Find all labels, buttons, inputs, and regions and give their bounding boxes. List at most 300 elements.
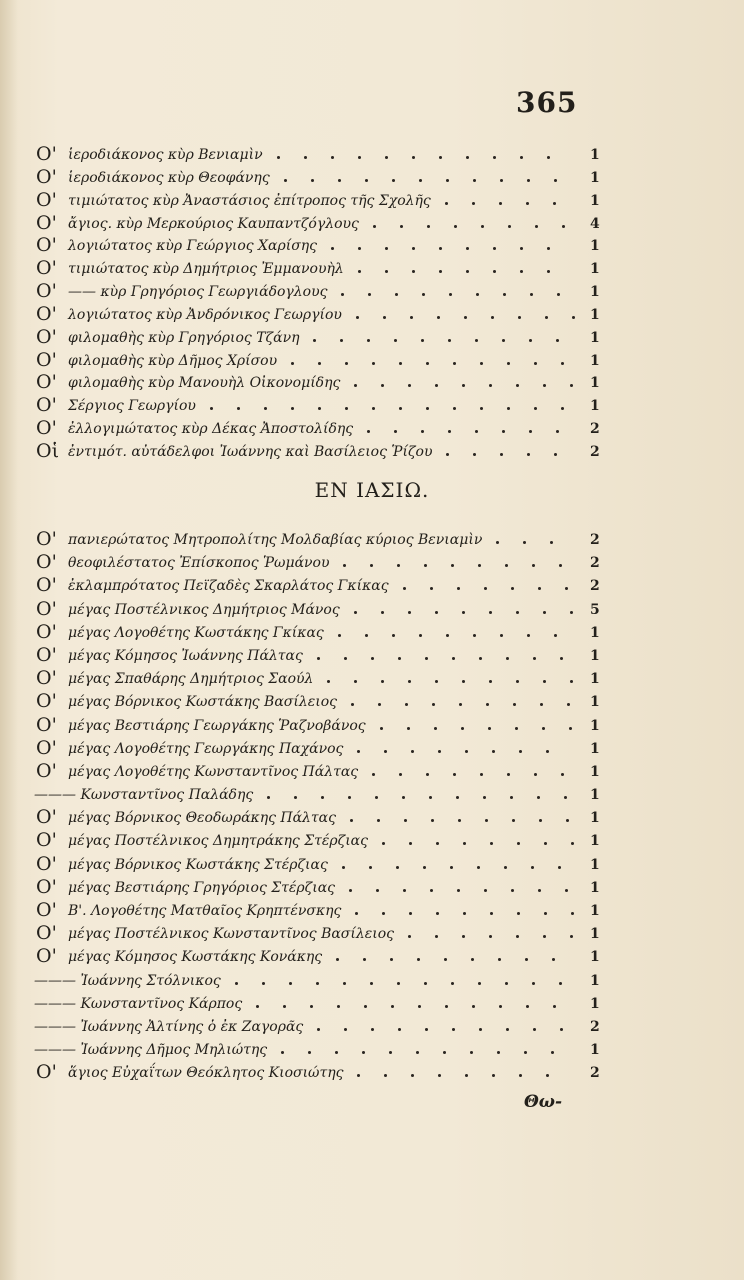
leader-dot (505, 564, 508, 567)
article-letter: Ο' (36, 945, 57, 968)
leader-dot (354, 611, 357, 614)
leader-dot (520, 270, 523, 273)
leader-dot (304, 156, 307, 159)
leader-dot (543, 935, 546, 938)
leader-dot (395, 293, 398, 296)
leader-dot (429, 796, 432, 799)
leader-dot (533, 657, 536, 660)
article-letter: Ο' (36, 528, 57, 550)
leader-dot (421, 339, 424, 342)
copies-count: 1 (590, 306, 600, 323)
leader-dot (318, 362, 321, 365)
leader-dot (572, 316, 575, 319)
leader-dot (571, 842, 574, 845)
entry-name: ——— Κωνσταντῖνος Παλάδης (34, 787, 254, 804)
leader-dot (422, 293, 425, 296)
entry-name: ἱεροδιάκονος κὺρ Θεοφάνης (68, 169, 270, 186)
leader-dot (505, 982, 508, 985)
leader-dot (372, 773, 375, 776)
leader-dot (317, 1028, 320, 1031)
entry-name: μέγας Βόρνικος Κωστάκης Βασίλειος (68, 694, 337, 711)
leader-dot (475, 339, 478, 342)
leader-dot (448, 430, 451, 433)
leader-dot (527, 179, 530, 182)
entry-name: λογιώτατος κὺρ Γεώργιος Χαρίσης (68, 238, 317, 255)
leader-dot (331, 156, 334, 159)
leader-dot (489, 611, 492, 614)
copies-count: 1 (590, 787, 600, 804)
entry-name: μέγας Βόρνικος Θεοδωράκης Πάλτας (68, 810, 336, 827)
leader-dot (520, 247, 523, 250)
leader-dot (539, 819, 542, 822)
leader-dot (561, 407, 564, 410)
leader-dot (384, 1074, 387, 1077)
leader-dot (385, 270, 388, 273)
leader-dot (511, 889, 514, 892)
leader-dot (453, 362, 456, 365)
list-item (0, 944, 744, 967)
leader-dot (384, 750, 387, 753)
leader-dot (554, 179, 557, 182)
leader-dot (507, 362, 510, 365)
leader-dot (567, 703, 570, 706)
copies-count: 1 (590, 763, 600, 780)
leader-dot (507, 773, 510, 776)
entry-name: ἅγιος Εὐχαΐτων Θεόκλητος Κιοσιώτης (68, 1065, 344, 1082)
copies-count: 1 (590, 671, 600, 688)
leader-dot (462, 680, 465, 683)
leader-dot (435, 935, 438, 938)
leader-dot (547, 270, 550, 273)
list-item (0, 828, 744, 851)
leader-dot (457, 889, 460, 892)
copies-count: 1 (590, 624, 600, 641)
leader-dot (338, 634, 341, 637)
leader-dot (438, 1074, 441, 1077)
leader-dot (351, 703, 354, 706)
list-item (0, 527, 744, 550)
subscriber-list-1 (0, 142, 744, 462)
entry-name: τιμιώτατος κὺρ Ἀναστάσιος ἐπίτροπος τῆς Σχολῆς (68, 192, 431, 209)
leader-dot (551, 1051, 554, 1054)
article-letter: Ο' (36, 234, 57, 257)
leader-dot (426, 407, 429, 410)
leader-dot (256, 1005, 259, 1008)
article-letter: Ο' (36, 257, 57, 280)
leader-dot (283, 1005, 286, 1008)
leader-dot (408, 935, 411, 938)
leader-dot (341, 293, 344, 296)
leader-dot (534, 773, 537, 776)
leader-dot (554, 634, 557, 637)
article-letter: Ο' (36, 759, 57, 782)
leader-dot (435, 384, 438, 387)
leader-dot (436, 842, 439, 845)
entry-name: ——— Ἰωάννης Στόλνικος (34, 972, 221, 989)
leader-dot (419, 179, 422, 182)
leader-dot (435, 680, 438, 683)
list-item (0, 782, 744, 805)
article-letter: Ο' (36, 806, 57, 829)
leader-dot (399, 362, 402, 365)
leader-dot (364, 1005, 367, 1008)
leader-dot (412, 270, 415, 273)
leader-dot (348, 796, 351, 799)
leader-dot (318, 407, 321, 410)
leader-dot (430, 889, 433, 892)
leader-dot (313, 339, 316, 342)
leader-dot (472, 202, 475, 205)
entry-name: μέγας Βεστιάρης Γεωργάκης Ῥαζνοβάνος (68, 717, 366, 734)
page-number: 365 (516, 86, 578, 119)
leader-dot (479, 657, 482, 660)
leader-dot (446, 634, 449, 637)
leader-dot (462, 935, 465, 938)
article-letter: Ο' (36, 417, 57, 440)
leader-dot (335, 1051, 338, 1054)
leader-dot (426, 773, 429, 776)
list-item (0, 1037, 744, 1060)
article-letter: Ο' (36, 394, 57, 417)
leader-dot (426, 362, 429, 365)
leader-dot (381, 384, 384, 387)
list-item (0, 439, 744, 462)
leader-dot (470, 1051, 473, 1054)
leader-dot (400, 225, 403, 228)
leader-dot (421, 430, 424, 433)
leader-dot (476, 293, 479, 296)
entry-name: ἐλλογιμώτατος κὺρ Δέκας Ἀποστολίδης (68, 421, 354, 438)
leader-dot (403, 889, 406, 892)
leader-dot (371, 657, 374, 660)
article-letter: Ο' (36, 597, 57, 620)
list-item (0, 302, 744, 325)
entry-name: μέγας Λογοθέτης Κωστάκης Γκίκας (68, 624, 324, 641)
article-letter: Ο' (36, 551, 57, 574)
leader-dot (499, 1005, 502, 1008)
copies-count: 2 (590, 421, 600, 438)
leader-dot (381, 680, 384, 683)
list-item (0, 370, 744, 393)
leader-dot (543, 680, 546, 683)
leader-dot (484, 587, 487, 590)
leader-dot (566, 819, 569, 822)
leader-dot (529, 430, 532, 433)
leader-dot (538, 889, 541, 892)
leader-dot (493, 156, 496, 159)
leader-dot (432, 703, 435, 706)
leader-dot (561, 773, 564, 776)
leader-dot (500, 453, 503, 456)
entry-name: τιμιώτατος κὺρ Δημήτριος Ἐμμανουὴλ (68, 261, 344, 278)
leader-dot (492, 1074, 495, 1077)
copies-count: 1 (590, 329, 600, 346)
list-item (0, 233, 744, 256)
entry-name: μέγας Βεστιάρης Γρηγόριος Στέρζιας (68, 879, 336, 896)
leader-dot (553, 1005, 556, 1008)
leader-dot (381, 611, 384, 614)
leader-dot (450, 866, 453, 869)
leader-dot (321, 796, 324, 799)
leader-dot (511, 587, 514, 590)
copies-count: 1 (590, 647, 600, 664)
article-letter: Ο' (36, 211, 57, 234)
leader-dot (525, 958, 528, 961)
leader-dot (444, 958, 447, 961)
list-item (0, 852, 744, 875)
leader-dot (448, 339, 451, 342)
leader-dot (493, 247, 496, 250)
leader-dot (475, 430, 478, 433)
leader-dot (397, 982, 400, 985)
copies-count: 1 (590, 949, 600, 966)
leader-dot (380, 727, 383, 730)
leader-dot (445, 202, 448, 205)
leader-dot (560, 657, 563, 660)
article-letter: Ο' (36, 302, 57, 325)
entry-name: ἱεροδιάκονος κὺρ Βενιαμὶν (68, 147, 263, 163)
article-letter: Ο' (36, 188, 57, 211)
copies-count: 1 (590, 1042, 600, 1059)
leader-dot (478, 564, 481, 567)
entry-name: ἐκλαμπρότατος Πεϊζαδὲς Σκαρλάτος Γκίκας (68, 578, 389, 595)
leader-dot (519, 750, 522, 753)
entry-name: —— κὺρ Γρηγόριος Γεωργιάδογλους (68, 284, 328, 301)
leader-dot (449, 293, 452, 296)
leader-dot (546, 1074, 549, 1077)
list-item (0, 713, 744, 736)
leader-dot (416, 1051, 419, 1054)
leader-dot (399, 407, 402, 410)
leader-dot (545, 316, 548, 319)
leader-dot (435, 611, 438, 614)
entry-name: μέγας Ποστέλνικος Κωνσταντῖνος Βασίλειος (68, 926, 394, 943)
article-letter: Ο' (36, 875, 57, 898)
list-item (0, 968, 744, 991)
article-letter: Ο' (36, 690, 57, 713)
leader-dot (452, 657, 455, 660)
leader-dot (478, 982, 481, 985)
leader-dot (556, 339, 559, 342)
entry-name: ἐντιμότ. αὐτάδελφοι Ἰωάννης καὶ Βασίλειος Ῥίζου (68, 443, 433, 460)
leader-dot (398, 657, 401, 660)
leader-dot (471, 958, 474, 961)
leader-dot (570, 611, 573, 614)
leader-dot (534, 362, 537, 365)
leader-dot (492, 750, 495, 753)
leader-dot (542, 727, 545, 730)
leader-dot (394, 430, 397, 433)
article-letter: Οἱ (36, 439, 60, 462)
leader-dot (534, 407, 537, 410)
leader-dot (533, 1028, 536, 1031)
leader-dot (502, 339, 505, 342)
copies-count: 1 (590, 810, 600, 827)
leader-dot (316, 982, 319, 985)
leader-dot (408, 680, 411, 683)
leader-dot (370, 982, 373, 985)
leader-dot (451, 564, 454, 567)
leader-dot (390, 958, 393, 961)
leader-dot (425, 1028, 428, 1031)
leader-dot (486, 703, 489, 706)
list-item (0, 620, 744, 643)
list-item (0, 736, 744, 759)
leader-dot (370, 564, 373, 567)
leader-dot (391, 1005, 394, 1008)
leader-dot (385, 156, 388, 159)
article-letter: Ο' (36, 574, 57, 597)
leader-dot (529, 339, 532, 342)
leader-dot (516, 611, 519, 614)
article-letter: Ο' (36, 280, 57, 303)
article-letter: Ο' (36, 1061, 57, 1084)
leader-dot (558, 866, 561, 869)
entry-name: Β'. Λογοθέτης Ματθαῖος Κρηπτένσκης (68, 903, 342, 919)
leader-dot (372, 407, 375, 410)
leader-dot (357, 1074, 360, 1077)
leader-dot (237, 407, 240, 410)
leader-dot (425, 657, 428, 660)
copies-count: 1 (590, 903, 600, 919)
copies-count: 1 (590, 352, 600, 369)
leader-dot (461, 727, 464, 730)
leader-dot (457, 587, 460, 590)
article-letter: Ο' (36, 899, 57, 921)
leader-dot (532, 982, 535, 985)
leader-dot (451, 982, 454, 985)
leader-dot (531, 866, 534, 869)
leader-dot (466, 156, 469, 159)
leader-dot (479, 1028, 482, 1031)
list-item (0, 142, 744, 165)
entry-name: μέγας Κόμησος Κωστάκης Κονάκης (68, 949, 323, 966)
leader-dot (385, 247, 388, 250)
leader-dot (409, 912, 412, 915)
copies-count: 1 (590, 261, 600, 278)
leader-dot (518, 316, 521, 319)
leader-dot (412, 247, 415, 250)
article-letter: Ο' (36, 736, 57, 759)
leader-dot (465, 750, 468, 753)
copies-count: 1 (590, 147, 600, 163)
leader-dot (403, 587, 406, 590)
leader-dot (453, 773, 456, 776)
leader-dot (427, 225, 430, 228)
leader-dot (350, 819, 353, 822)
list-item (0, 689, 744, 712)
leader-dot (462, 611, 465, 614)
copies-count: 1 (590, 398, 600, 415)
leader-dot (354, 384, 357, 387)
leader-dot (408, 611, 411, 614)
entry-name: λογιώτατος κὺρ Ἀνδρόνικος Γεωργίου (68, 306, 342, 323)
leader-dot (480, 362, 483, 365)
leader-dot (340, 339, 343, 342)
leader-dot (372, 362, 375, 365)
leader-dot (434, 727, 437, 730)
list-item (0, 279, 744, 302)
leader-dot (538, 587, 541, 590)
leader-dot (277, 156, 280, 159)
article-letter: Ο' (36, 829, 57, 852)
leader-dot (530, 293, 533, 296)
leader-dot (399, 773, 402, 776)
copies-count: 4 (590, 215, 600, 232)
leader-dot (407, 727, 410, 730)
leader-dot (342, 866, 345, 869)
leader-dot (570, 935, 573, 938)
leader-dot (368, 293, 371, 296)
leader-dot (431, 819, 434, 822)
list-item (0, 666, 744, 689)
list-item (0, 643, 744, 666)
list-item (0, 348, 744, 371)
leader-dot (210, 407, 213, 410)
leader-dot (490, 842, 493, 845)
leader-dot (344, 1028, 347, 1031)
leader-dot (552, 958, 555, 961)
leader-dot (565, 587, 568, 590)
leader-dot (443, 1051, 446, 1054)
leader-dot (488, 727, 491, 730)
leader-dot (373, 225, 376, 228)
leader-dot (473, 179, 476, 182)
list-item (0, 416, 744, 439)
article-letter: Ο' (36, 348, 57, 371)
leader-dot (446, 453, 449, 456)
copies-count: 2 (590, 555, 600, 572)
leader-dot (510, 796, 513, 799)
leader-dot (491, 316, 494, 319)
copies-count: 2 (590, 578, 600, 595)
leader-dot (497, 1051, 500, 1054)
article-letter: Ο' (36, 852, 57, 875)
leader-dot (570, 680, 573, 683)
leader-dot (490, 912, 493, 915)
leader-dot (264, 407, 267, 410)
leader-dot (499, 202, 502, 205)
leader-dot (493, 270, 496, 273)
leader-dot (397, 564, 400, 567)
entry-name: πανιερώτατος Μητροπολίτης Μολδαβίας κύριος Βενιαμὶν (68, 532, 483, 548)
leader-dot (317, 657, 320, 660)
leader-dot (473, 453, 476, 456)
list-item (0, 1060, 744, 1083)
leader-dot (411, 750, 414, 753)
leader-dot (504, 866, 507, 869)
leader-dot (500, 634, 503, 637)
article-letter: Ο' (36, 713, 57, 736)
leader-dot (291, 362, 294, 365)
leader-dot (513, 703, 516, 706)
leader-dot (354, 680, 357, 683)
leader-dot (543, 611, 546, 614)
leader-dot (485, 819, 488, 822)
entry-name: Σέργιος Γεωργίου (68, 398, 196, 415)
leader-dot (308, 1051, 311, 1054)
copies-count: 2 (590, 532, 600, 548)
leader-dot (338, 179, 341, 182)
leader-dot (512, 819, 515, 822)
leader-dot (507, 407, 510, 410)
list-item (0, 165, 744, 188)
leader-dot (382, 842, 385, 845)
list-item (0, 991, 744, 1014)
copies-count: 1 (590, 995, 600, 1012)
leader-dot (345, 407, 348, 410)
leader-dot (463, 842, 466, 845)
